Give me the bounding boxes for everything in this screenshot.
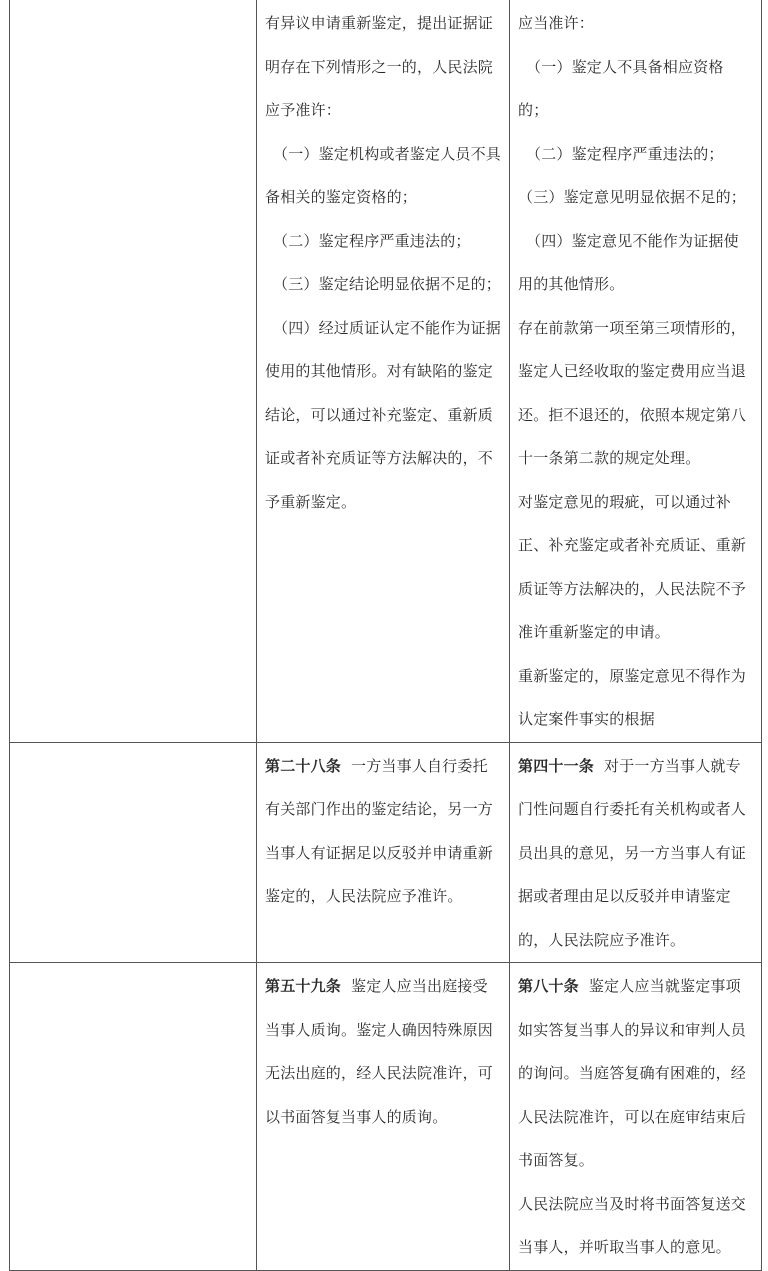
paragraph-text: （三）鉴定结论明显依据不足的； <box>273 275 502 293</box>
paragraph <box>518 133 753 177</box>
table-row <box>10 963 762 1271</box>
old-provision-cell <box>257 963 510 1271</box>
table-row <box>10 0 762 742</box>
paragraph <box>518 965 753 1183</box>
paragraph-text: （二）鉴定程序严重违法的； <box>273 231 471 250</box>
paragraph-text: （二）鉴定程序严重违法的； <box>526 144 724 163</box>
paragraph <box>265 307 501 525</box>
paragraph: （三）鉴定意见明显依据不足的； <box>518 188 747 206</box>
paragraph <box>265 263 501 307</box>
paragraph <box>518 46 753 133</box>
comparison-table <box>9 0 762 1271</box>
paragraph-text: （四）经过质证认定不能作为证据使用的其他情形。对有缺陷的鉴定结论，可以通过补充鉴定、重新质证或者补充质证等方法解决的，不予重新鉴定。 <box>265 318 502 511</box>
paragraph-text: （四）鉴定意见不能作为证据使用的其他情形。 <box>518 231 739 293</box>
paragraph: 存在前款第一项至第三项情形的，鉴定人已经收取的鉴定费用应当退还。拒不退还的，依照本规定第八十一条第二款的规定处理。 <box>518 318 747 467</box>
article-number: 第五十九条 <box>265 977 342 995</box>
paragraph <box>265 220 501 264</box>
article-number: 第八十条 <box>518 977 579 995</box>
paragraph <box>518 220 753 307</box>
paragraph <box>265 965 501 1139</box>
old-provision-cell <box>257 742 510 963</box>
article-text: 鉴定人应当就鉴定事项如实答复当事人的异议和审判人员的询问。当庭答复确有困难的，经人民法院准许，可以在庭审结束后书面答复。 <box>518 977 747 1169</box>
article-number: 第四十一条 <box>518 756 595 775</box>
paragraph <box>265 745 501 919</box>
paragraph: 对鉴定意见的瑕疵，可以通过补正、补充鉴定或者补充质证、重新质证等方法解决的，人民法院不予准许重新鉴定的申请。 <box>518 492 747 641</box>
article-text: 对于一方当事人就专门性问题自行委托有关机构或者人员出具的意见，另一方当事人有证据或者理由足以反驳并申请鉴定的，人民法院应予准许。 <box>518 756 747 949</box>
article-text: 一方当事人自行委托有关部门作出的鉴定结论，另一方当事人有证据足以反驳并申请重新鉴定的，人民法院应予准许。 <box>265 756 494 905</box>
new-provision-cell <box>510 742 762 963</box>
paragraph-text: （一）鉴定机构或者鉴定人员不具备相关的鉴定资格的； <box>265 144 502 206</box>
table-row <box>10 742 762 963</box>
paragraph: 重新鉴定的，原鉴定意见不得作为认定案件事实的根据 <box>518 666 747 728</box>
paragraph: 有异议申请重新鉴定，提出证据证明存在下列情形之一的，人民法院应予准许： <box>265 14 494 119</box>
paragraph: 应当准许： <box>518 14 595 32</box>
article-text: 鉴定人应当出庭接受当事人质询。鉴定人确因特殊原因无法出庭的，经人民法院准许，可以书面答复当事人的质询。 <box>265 977 494 1126</box>
old-provision-cell <box>257 0 510 742</box>
article-number: 第二十八条 <box>265 756 342 775</box>
paragraph: 人民法院应当及时将书面答复送交当事人，并听取当事人的意见。 <box>518 1194 747 1256</box>
paragraph-text: （一）鉴定人不具备相应资格的； <box>518 57 724 119</box>
paragraph <box>265 133 501 220</box>
empty-cell <box>10 742 257 963</box>
new-provision-cell <box>510 963 762 1271</box>
paragraph <box>518 745 753 963</box>
empty-cell <box>10 963 257 1271</box>
empty-cell <box>10 0 257 742</box>
new-provision-cell <box>510 0 762 742</box>
